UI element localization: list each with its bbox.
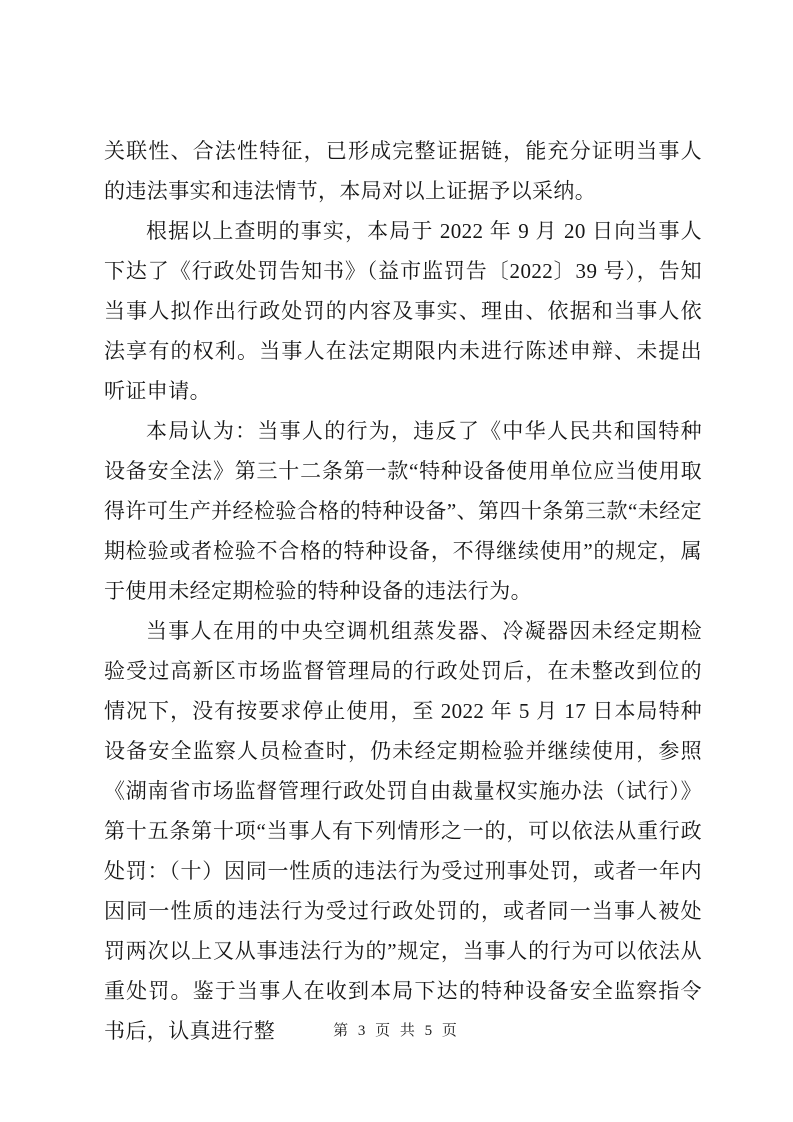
- paragraph-notification: 根据以上查明的事实，本局于 2022 年 9 月 20 日向当事人下达了《行政处罚告知书》（益市监罚告〔2022〕39 号），告知当事人拟作出行政处罚的内容及事实、理由、依据和当事人依法享有的权利。当事人在法定期限内未进行陈述申辩、未提出听证申请。: [104, 219, 702, 403]
- page-number-footer: 第 3 页 共 5 页: [333, 1023, 460, 1039]
- document-body: [104, 131, 702, 1051]
- paragraph-evidence-conclusion: 关联性、合法性特征，已形成完整证据链，能充分证明当事人的违法事实和违法情节，本局对以上证据予以采纳。: [104, 139, 702, 203]
- paragraph-aggravation-reasoning: 当事人在用的中央空调机组蒸发器、冷凝器因未经定期检验受过高新区市场监督管理局的行政处罚后，在未整改到位的情况下，没有按要求停止使用，至 2022 年 5 月 17 日本局特种设备安全监察人员检查时，仍未经定期检验并继续使用，参照《湖南省市场监督管理行政处罚自由裁量权实施办法（试行）》第十五条第十项“当事人有下列情形之一的，可以依法从重行政处罚：（十）因同一性质的违法行为受过刑事处罚，或者一年内因同一性质的违法行为受过行政处罚的，或者同一当事人被处罚两次以上又从事违法行为的”规定，当事人的行为可以依法从重处罚。鉴于当事人在收到本局下达的特种设备安全监察指令书后，认真进行整: [104, 619, 702, 1043]
- paragraph-legal-finding: 本局认为：当事人的行为，违反了《中华人民共和国特种设备安全法》第三十二条第一款“特种设备使用单位应当使用取得许可生产并经检验合格的特种设备”、第四十条第三款“未经定期检验或者检验不合格的特种设备，不得继续使用”的规定，属于使用未经定期检验的特种设备的违法行为。: [104, 419, 702, 603]
